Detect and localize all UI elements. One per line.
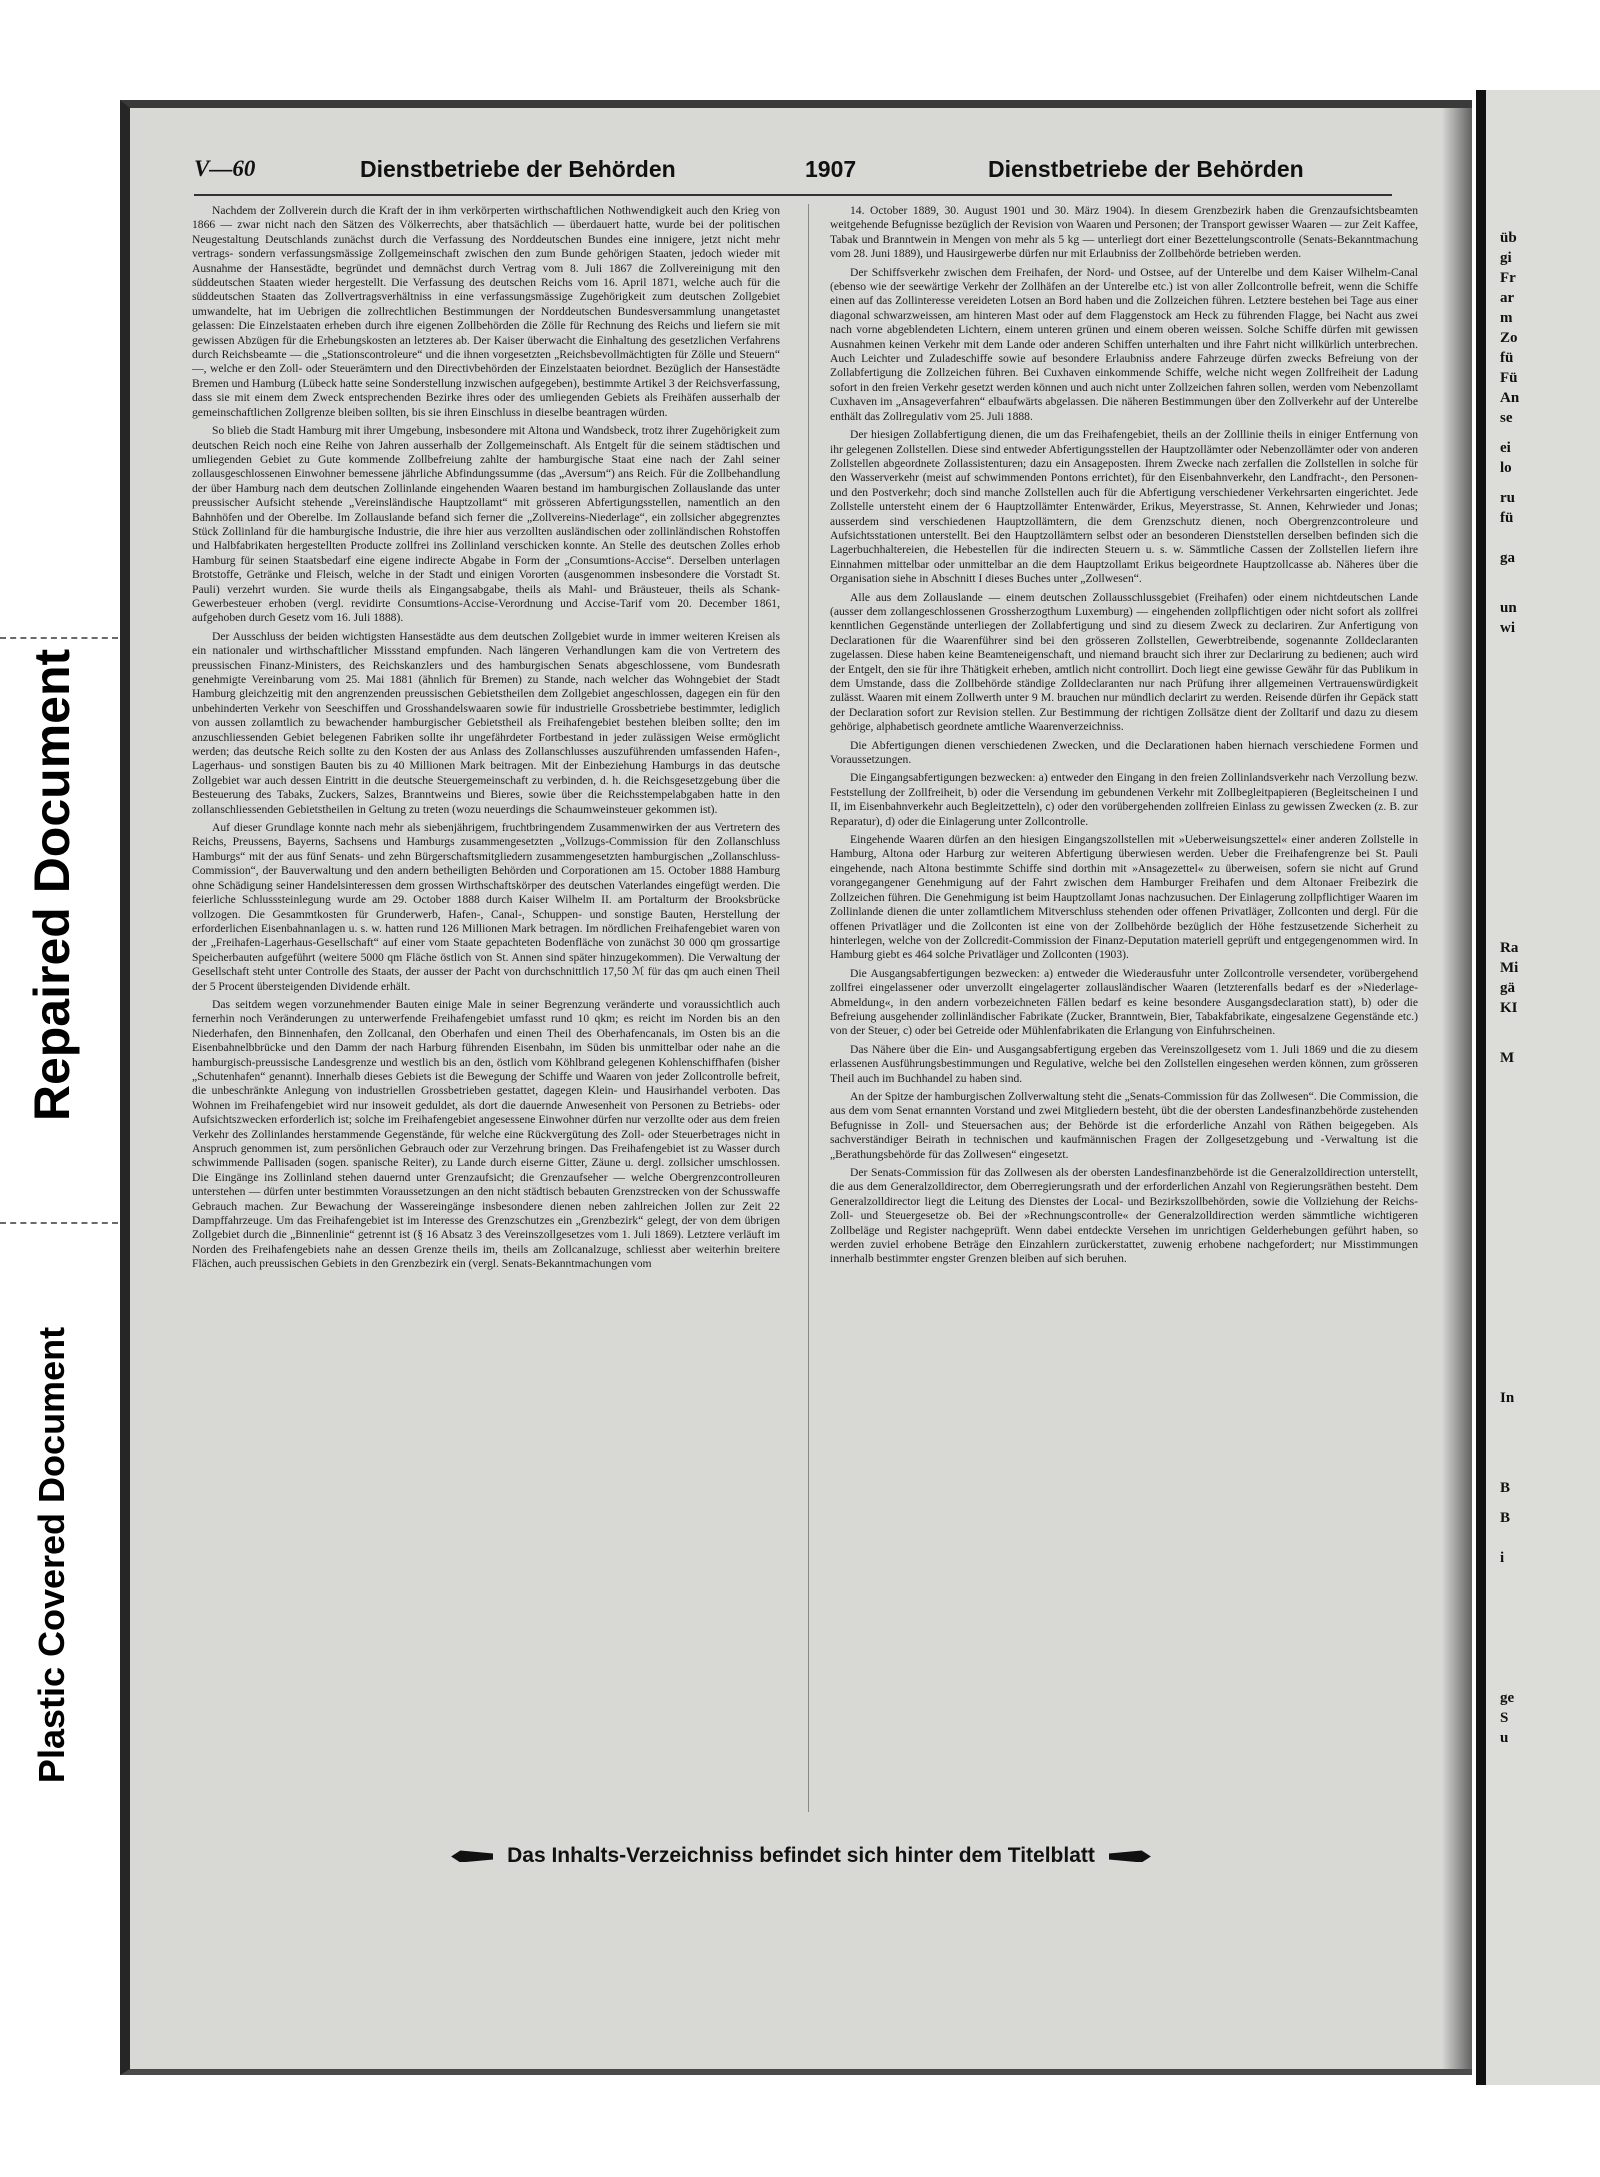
text-column-right <box>830 204 1418 1814</box>
adjacent-page-text: In <box>1500 1390 1515 1406</box>
adjacent-page-text: fü <box>1500 510 1514 526</box>
paragraph: Der Senats-Commission für das Zollwesen als der obersten Landesfinanzbehörde ist die Generalzolldirection unterstellt, die aus dem Generalzolldirector, dem Oberregierungsrath und der erforderlichen Anzahl von Regierungsräthen besteht. Dem Generalzolldirector liegt die Leitung des Dienstes der Local- und Bezirkszollbehörden, sowie die Vollziehung der Reichs-Zoll- und Steuergesetze ob. Bei der »Rechnungscontrolle« der Generalzolldirection werden sämmtliche wichtigeren Zollbeläge und Register nachgeprüft. Wenn dabei entdeckte Versehen im unrichtigen Gelderhebungen geführt haben, so werden zuviel erhobene Beträge den Einzahlern zurückerstattet, zuwenig erhobene nachgefordert; nur Misstimmungen innerhalb bestimmter engster Grenzen bleiben auf sich beruhen. <box>830 1166 1418 1266</box>
plastic-covered-document-label: Plastic Covered Document <box>31 1326 72 1784</box>
header-rule <box>194 194 1392 196</box>
adjacent-page-text: un <box>1500 600 1517 616</box>
adjacent-page-text: u <box>1500 1730 1509 1746</box>
footer-notice <box>130 1844 1472 1868</box>
adjacent-page-text: Fü <box>1500 370 1518 386</box>
header-title-right: Dienstbetriebe der Behörden <box>988 156 1304 182</box>
paragraph: Alle aus dem Zollauslande — einem deutschen Zollausschlussgebiet (Freihafen) oder einem nichtdeutschen Lande (ausser dem zollangeschlossenen Grossherzogthum Luxemburg) — eingehenden zollpflichtigen oder nicht sofort als zollfrei kenntlichen Gegenstände unterliegen der Zollabfertigung und sind zu diesem Zweck zu declariren. Zur Anfertigung von Declarationen für die Waarenführer sind bei den grösseren Zollstellen, Gewerbtreibende, sogenannte Zolldeclaranten zugelassen. Diese haben keine Beamteneigenschaft, und niemand braucht sich ihrer zur Declarirung zu bedienen; auch wird der Entgelt, den sie für ihre Thätigkeit erheben, amtlich nicht controllirt. Doch liegt eine gewisse Gewähr für das Publikum in dem Umstande, dass die Zollbehörde ständige Zolldeclaranten nur nach Prüfung ihrer allgemeinen Vertrauenswürdigkeit zulässt. Waaren mit einem Zollwerth unter 9 M. brauchen nur mündlich declarirt zu werden. Reisende dürfen ihr Gepäck statt der Declaration sofort zur Revision stellen. Zur Bestimmung der richtigen Zollsätze dient der Zolltarif und dazu zu diesem gehörige, alphabetisch geordnete amtliche Waarenverzeichniss. <box>830 590 1418 734</box>
paragraph: Die Abfertigungen dienen verschiedenen Zwecken, und die Declarationen haben hiernach verschiedene Formen und Voraussetzungen. <box>830 738 1418 767</box>
paragraph: Der Ausschluss der beiden wichtigsten Hansestädte aus dem deutschen Zollgebiet wurde in immer weiteren Kreisen als ein nationaler und wirthschaftlicher Missstand empfunden. Nach längeren Verhandlungen kam die von Vertretern des preussischen Finanz-Ministers, des Reichskanzlers und des hamburgischen Senats abgeschlossene, vom Bundesrath genehmigte Vereinbarung vom 25. Mai 1881 (ähnlich für Bremen) zu Stande, nach welcher das Wohngebiet der Stadt Hamburg gleichzeitig mit den angrenzenden preussischen Gebietstheilen dem Zollgebiet angeschlossen, dagegen ein für den unbehinderten Verkehr von Seeschiffen und Grosshandelswaaren sowie für industrielle Grossbetriebe bestimmter, lediglich von aussen zollamtlich zu bewachender hamburgischer Gebietstheil als Freihafengebiet bestehen bleiben sollte; den im anzuschliessenden Gebiet belegenen Fabriken sollte ihr ungefährdeter Fortbestand in jeder zulässigen Weise ermöglicht werden; das deutsche Reich sollte zu den Kosten der aus Anlass des Zollanschlusses auszuführenden umfassenden Hafen-, Lagerhaus- und sonstigen Bauten bis zu 40 Millionen Mark beitragen. Mit der Einbeziehung Hamburgs in das deutsche Zollgebiet war auch dessen Eintritt in die deutsche Steuergemeinschaft zu verbinden, d. h. die Reichsgesetzgebung über die Besteuerung des Tabaks, Zuckers, Salzes, Branntweins und Bieres, sowie über die Reichsstempelabgaben hatte in den zollanschliessenden Gebietstheilen in Geltung zu treten (wozu neuerdings die Schaumweinsteuer gekommen ist). <box>192 629 780 816</box>
text-column-left <box>192 204 780 1814</box>
paragraph: Die Eingangsabfertigungen bezwecken: a) entweder den Eingang in den freien Zollinlandsverkehr nach Verzollung bezw. Feststellung der Zollfreiheit, b) oder die Versendung im gebundenen Verkehr mit Zollbegleitpapieren (Begleitscheinen I und II, im Eisenbahnverkehr auch Begleitzetteln), c) oder den vorübergehenden zollfreien Einlass zu gewissen Zwecken (z. B. zur Reparatur), d) oder die Einlagerung unter Zollcontrolle. <box>830 771 1418 828</box>
footer-text: Das Inhalts-Verzeichniss befindet sich hinter dem Titelblatt <box>507 1844 1095 1867</box>
adjacent-page-text: An <box>1500 390 1520 406</box>
side-labels <box>0 0 105 2177</box>
scanned-page <box>120 100 1472 2075</box>
spine-shadow <box>1442 108 1472 2069</box>
adjacent-page-text: lo <box>1500 460 1512 476</box>
page-header <box>130 156 1472 196</box>
adjacent-page-text: ru <box>1500 490 1515 506</box>
paragraph: So blieb die Stadt Hamburg mit ihrer Umgebung, insbesondere mit Altona und Wandsbeck, trotz ihrer Zugehörigkeit zum deutschen Reich noch eine Reihe von Jahren ausserhalb der Zollgemeinschaft. Als Entgelt für die seinem städtischen und umliegenden Gebiet zu Gute kommende Zollbefreiung zahlte der hamburgische Staat eine nach der Zahl seiner zollausgeschlossenen Einwohner bemessene jährliche Abfindungssumme (das „Aversum“) ans Reich. Für die Zollbehandlung der über Hamburg nach dem deutschen Zollinlande eingehenden Waaren bestand im hamburgischen Zollauslande das unter preussischer Aufsicht stehende „Vereinsländische Hauptzollamt“ mit grösseren Abfertigungsstellen, namentlich an den Bahnhöfen und der Oberelbe. Im Zollauslande befand sich ferner die „Zollvereins-Niederlage“, ein zollsicher abgegrenztes Stück Zollinland für die hamburgische Industrie, die ihre hier aus verzollten ausländischen oder zollinländischen Rohstoffen und Halbfabrikaten hergestellten Producte zollfrei ins Zollinland verschicken konnte. An Stelle des deutschen Zolles erhob Hamburg für seinen Staatsbedarf eine eigene indirecte Abgabe in Form der „Consumtions-Accise“. Derselben unterlagen Brotstoffe, Getränke und Fleisch, welche in der Stadt und einigen Vororten (ausgenommen insbesondere die Vorstadt St. Pauli) verzehrt wurden. Sie wurde theils als Eingangsabgabe, theils als Mahl- und Bräusteuer, theils als Schank-Gewerbesteuer erhoben (vergl. revidirte Consumtions-Accise-Verordnung und Accise-Tarif vom 20. December 1861, aufgehoben durch Gesetz vom 16. Juli 1888). <box>192 424 780 625</box>
paragraph: Eingehende Waaren dürfen an den hiesigen Eingangszollstellen mit »Ueberweisungszettel« einer anderen Zollstelle in Hamburg, Altona oder Harburg zur weiteren Abfertigung überwiesen werden. Ueber die Freihafengrenze bei St. Pauli eingehende, nach Altona bestimmte Schiffe sind dorthin mit »Ansagezettel« zu überweisen, sofern sie nicht auf Grund vorangegangener Genehmigung auf der Fahrt zwischen dem Hamburger Freihafen und dem Altonaer Freibezirk die Zollzeichen führen. Die Genehmigung ist beim Hauptzollamt Jonas nachzusuchen. Der Einlagerung zollpflichtiger Waaren im Zollinlande dienen die unter zollamtlichem Mitverschluss stehenden oder offenen Privatläger, Zollconten und dergl. Für die offenen Privatläger und die Zollconten ist eine von der Zollbehörde bezüglich der Höhe festzusetzende Sicherheit zu hinterlegen, welche von der Zollcredit-Commission der Finanz-Deputation materiell geprüft und entgegengenommen wird. In Hamburg giebt es 464 solche Privatläger und Zollconten (1903). <box>830 833 1418 962</box>
adjacent-page-text: i <box>1500 1550 1505 1566</box>
column-rule <box>808 204 809 1812</box>
paragraph: Nachdem der Zollverein durch die Kraft der in ihm verkörperten wirthschaftlichen Nothwendigkeit auch den Krieg von 1866 — zwar nicht nach den Sätzen des Völkerrechts, aber thatsächlich — überdauert hatte, wurde bei der politischen Neugestaltung Deutschlands zunächst durch die Verfassung des Norddeutschen Bundes eine innigere, jetzt nicht mehr vertrags- sondern verfassungsmässige Zollgemeinschaft zwischen den zum Bunde gehörigen Staaten, jedoch wieder mit Ausnahme der Hansestädte, begründet und demnächst durch Vertrag vom 8. Juli 1867 die Zollvereinigung mit den süddeutschen Staaten wieder hergestellt. Die Verfassung des deutschen Reichs vom 16. April 1871, welche auch für die süddeutschen Staaten das Zollvertragsverhältniss in eine verfassungsmässige Zugehörigkeit zum deutschen Zollgebiet umwandelte, hat im Uebrigen die zollrechtlichen Bestimmungen der Norddeutschen Bundesversammlung unangetastet gelassen: Die Einzelstaaten erheben durch ihre eigenen Zollbehörden die Zölle für Rechnung des Reichs und liefern sie mit gewissen Abzügen für die Erhebungskosten an letzteres ab. Der Kaiser überwacht die Einhaltung des gesetzlichen Verfahrens durch Reichsbeamte — die „Stationscontroleure“ und die ihnen vorgesetzten „Reichsbevollmächtigten für Zölle und Steuern“ —, welche er den Zoll- oder Steuerämtern und den Directivbehörden der Einzelstaaten beiordnet. Bezüglich der Hansestädte Bremen und Hamburg (Lübeck hatte seine Sonderstellung inzwischen aufgegeben), bestimmte Artikel 3 der Reichsverfassung, dass sie mit einem dem Zweck entsprechenden Bezirke ihres oder des umliegenden Gebiets als Freihäfen ausserhalb der gemeinschaftlichen Zollgrenze bleiben sollten, bis sie ihren Einschluss in dieselbe beantragen würden. <box>192 204 780 419</box>
section-divider-top <box>0 637 118 639</box>
header-year: 1907 <box>805 156 857 182</box>
adjacent-page-edge <box>1476 90 1600 2085</box>
adjacent-page-text: M <box>1500 1050 1515 1066</box>
paragraph: Das Nähere über die Ein- und Ausgangsabfertigung ergeben das Vereinszollgesetz vom 1. Juli 1869 und die zu diesem erlassenen Ausführungsbestimmungen und Regulative, welche bei den Zollstellen eingesehen werden können, zum grösseren Theil auch im Buchhandel zu haben sind. <box>830 1042 1418 1085</box>
adjacent-page-text: S <box>1500 1710 1509 1726</box>
paragraph: An der Spitze der hamburgischen Zollverwaltung steht die „Senats-Commission für das Zollwesen“. Die Commission, die aus dem vom Senat ernannten Vorstand und zwei Mitgliedern besteht, übt die der obersten Landesfinanzbehörde zustehenden Befugnisse in Zoll- und Steuersachen aus; der Behörde ist die erforderliche Anzahl von Räthen beigegeben. Als sachverständiger Beirath in technischen und kaufmännischen Fragen der Zollgesetzgebung und -Verwaltung ist die „Berathungsbehörde für das Zollwesen“ eingesetzt. <box>830 1089 1418 1161</box>
paragraph: Die Ausgangsabfertigungen bezwecken: a) entweder die Wiederausfuhr unter Zollcontrolle versendeter, vorübergehend zollfrei eingelassener oder unverzollt eingelagerter zollausländischer Waaren (letzterenfalls bedarf es der »Niederlage-Abmeldung«, in den andern vorbezeichneten Fällen bedarf es keine besondere Ausgangsdeclaration statt), b) oder die Befreiung ausgehender zollinländischer Fabrikate (Zucker, Branntwein, Bier, Tabakfabrikate, eingesalzene Gegenstände etc.) von der Steuer, c) oder bei Getreide oder Mühlenfabrikaten die Erlangung von Einfuhrscheinen. <box>830 966 1418 1038</box>
adjacent-page-text: Fr <box>1500 270 1516 286</box>
section-code: V—60 <box>194 156 256 181</box>
header-title-left: Dienstbetriebe der Behörden <box>360 156 676 182</box>
adjacent-page-text: Ra <box>1500 940 1519 956</box>
adjacent-page-text: fü <box>1500 350 1514 366</box>
paragraph: Der Schiffsverkehr zwischen dem Freihafen, der Nord- und Ostsee, auf der Unterelbe und dem Kaiser Wilhelm-Canal (ebenso wie der seewärtige Verkehr der Zollhäfen an der Unterelbe etc.) ist von aller Zollcontrolle befreit, wenn die Schiffe einen auf das Zollinteresse vereideten Lotsen an Bord haben und die Zollzeichen führen. Letztere bestehen bei Tage aus einer diagonal schwarzweissen, am hinteren Mast oder auf dem Flaggenstock am Heck zu führenden Flagge, bei Nacht aus zwei nach vorne abgeblendeten Lichtern, einem unteren grünen und einem oberen weissen. Solche Schiffe dürfen mit gewissen Ausnahmen keinen Verkehr mit dem Lande oder anderen Schiffen unterhalten und ihre Fahrt nicht willkürlich unterbrechen. Auch Leichter und Zuladeschiffe sowie auf besondere Erlaubniss andere Fahrzeuge dürfen zwecks Befreiung von der Zollabfertigung die Zollzeichen führen. Bei Cuxhaven einkommende Schiffe, welche nicht wegen Zollfreiheit der Ladung sofort in den freien Verkehr gesetzt werden können und auch nicht unter Zollzeichen fahren sollen, werden vom Nebenzollamt Cuxhaven im „Ansageverfahren“ elbaufwärts abgelassen. Die näheren Bestimmungen über den Zollverkehr auf der Unterelbe enthält das Zollregulativ vom 25. Juli 1888. <box>830 265 1418 423</box>
pointing-hand-icon <box>451 1850 493 1862</box>
section-divider-bottom <box>0 1222 118 1224</box>
adjacent-page-text: B <box>1500 1480 1511 1496</box>
paragraph: 14. October 1889, 30. August 1901 und 30. März 1904). In diesem Grenzbezirk haben die Grenzaufsichtsbeamten weitgehende Befugnisse bezüglich der Revision von Waaren und Personen; der Transport gewisser Waaren — zur Zeit Kaffee, Tabak und Branntwein in Mengen von mehr als 5 kg — unterliegt dort einer Bezettelungscontrolle (Senats-Bekanntmachung vom 28. Juni 1889), und Hausirgewerbe dürfen nur mit Erlaubniss der Zollbehörde betrieben werden. <box>830 204 1418 261</box>
repaired-document-label: Repaired Document <box>24 648 80 1122</box>
adjacent-page-text: ge <box>1500 1690 1515 1706</box>
paragraph: Auf dieser Grundlage konnte nach mehr als siebenjährigem, fruchtbringendem Zusammenwirken der aus Vertretern des Reichs, Preussens, Bayerns, Sachsens und Hamburgs zusammengesetzten „Vollzugs-Commission für den Zollanschluss Hamburgs“ mit der aus fünf Senats- und zehn Bürgerschaftsmitgliedern zusammengesetzten hamburgischen „Zollanschluss-Commission“, der Bauverwaltung und den andern betheiligten Behörden und Corporationen am 15. October 1888 Hamburg ohne Schädigung seiner Handelsinteressen dem grossen Wirthschaftskörper des deutschen Vaterlandes eingefügt werden. Die feierliche Schlusssteinlegung wurde am 29. October 1888 durch Kaiser Wilhelm II. am Portalturm der Brooksbrücke vollzogen. Die Gesammtkosten für Grunderwerb, Hafen-, Canal-, Schuppen- und sonstige Bauten, Herstellung der erforderlichen Eisenbahnanlagen u. s. w. hatten rund 126 Millionen Mark betragen. Im nördlichen Freihafengebiet waren von der „Freihafen-Lagerhaus-Gesellschaft“ auf einer vom Staate gepachteten Bodenfläche von zunächst 30 000 qm grossartige Speicherbauten aufgeführt (weitere 5000 qm Fläche östlich von St. Annen sind später hinzugekommen). Die Verwaltung der Gesellschaft steht unter Controlle des Staats, der ausser der Pacht von durchschnittlich 17,50 ℳ für das qm auch einen Theil der 5 Procent übersteigenden Dividende erhält. <box>192 821 780 993</box>
adjacent-page-text: se <box>1500 410 1513 426</box>
adjacent-page-text: Mi <box>1500 960 1519 976</box>
paragraph: Der hiesigen Zollabfertigung dienen, die um das Freihafengebiet, theils an der Zolllinie theils in einiger Entfernung von ihr gelegenen Zollstellen. Diese sind entweder Abfertigungsstellen der Hauptzollämter oder Nebenzollämter oder von anderen Zollstellen abgeordnete Zollassistenturen; dazu ein Ansageposten. Ihrem Zwecke nach zerfallen die Zollstellen in solche für den Wasserverkehr (meist auf schwimmenden Pontons errichtet), für den Eisenbahnverkehr, den Landfracht-, den Personen- und den Postverkehr; doch sind manche Zollstellen auch für die Abfertigung verschiedener Verkehrsarten eingerichtet. Jede Zollstelle untersteht einem der 6 Hauptzollämter Entenwärder, Erikus, Meyerstrasse, St. Annen, Kehrwieder und Jonas; ausserdem sind verschiedenen Hauptzollämtern, die dem Grenzschutz dienen, noch Obergrenzcontroleure und Aufsichtsstationen unterstellt. Bei den Hauptzollämtern selbst oder an besonderen Dienststellen derselben befinden sich die Lagerbuchhaltereien, die Hebestellen für die indirecten Steuern u. s. w. Sämmtliche Cassen der Zollstellen liefern ihre Einnahmen mittelbar oder unmittelbar an die dem Hauptzollamt Erikus beigeordnete Hauptzollcasse ab. Näheres über die Organisation siehe in Abschnitt I dieses Buches unter „Zollwesen“. <box>830 428 1418 586</box>
adjacent-page-text: wi <box>1500 620 1515 636</box>
adjacent-page-text: ar <box>1500 290 1515 306</box>
adjacent-page-text: B <box>1500 1510 1511 1526</box>
paragraph: Das seitdem wegen vorzunehmender Bauten einige Male in seiner Begrenzung veränderte und voraussichtlich auch fernerhin noch Veränderungen zu unterwerfende Freihafengebiet umfasst rund 10 qkm; es reicht im Norden bis an den Niederhafen, den Binnenhafen, den Zollcanal, den Oberhafen und einen Theil des Oberhafencanals, im Osten bis an die Eisenbahnelbbrücke und den Damm der nach Harburg führenden Eisenbahn, im Süden bis unmittelbar oder nahe an die hamburgisch-preussische Landesgrenze und westlich bis an den, östlich vom Köhlbrand gelegenen Kohlenschiffhafen (bisher „Schutenhafen“ genannt). Innerhalb dieses Gebiets ist die Bewegung der Schiffe und Waaren von jeder Zollcontrolle befreit, die unbeschränkte Anlegung von industriellen Grossbetrieben gestattet, dagegen Klein- und Hausirhandel verboten. Das Wohnen im Freihafengebiet wird nur insoweit geduldet, als dort die dauernde Anwesenheit von Personen zu Betriebs- oder Aufsichtszwecken erforderlich ist; solche im Freihafengebiet angesessene Einwohner dürfen nur verzollte oder aus dem freien Verkehr des Zollinlandes herstammende Gegenstände, für welche eine Rückvergütung des Zoll- oder Steuerbetrages nicht in Anspruch genommen ist, zum persönlichen Gebrauch oder zur Verzehrung bringen. Das Freihafengebiet ist zu Wasser durch schwimmende Pallisaden (sogen. spanische Reiter), zu Lande durch eiserne Gitter, Zäune u. dergl. zollsicher umschlossen. Die Eingänge ins Zollinland stehen dauernd unter Grenzaufsicht; die Grenzaufseher — welche Obergrenzcontrolleuren unterstehen — dürfen unter bestimmten Voraussetzungen an den nicht städtisch bebauten Grenzstrecken von der Schusswaffe Gebrauch machen. Zur Bewachung der Wassereingänge insbesondere dienen neben zahlreichen Jollen zur Zeit 22 Dampffahrzeuge. Um das Freihafengebiet ist im Interesse des Grenzschutzes ein „Grenzbezirk“ gelegt, der von dem übrigen Zollgebiet durch die „Binnenlinie“ getrennt ist (§ 16 Absatz 3 des Vereinszollgesetzes vom 1. Juli 1869). Letztere verläuft im Norden des Freihafengebiets nahe an dessen Grenze theils im, theils am Zollcanalzuge, schliesst aber weiterhin breitere Flächen, auch preussischen Gebiets in den Grenzbezirk ein (vergl. Senats-Bekanntmachungen vom <box>192 997 780 1271</box>
adjacent-page-text: m <box>1500 310 1513 326</box>
adjacent-page-text: üb <box>1500 230 1517 246</box>
adjacent-page-text: KI <box>1500 1000 1518 1016</box>
adjacent-page-text: ei <box>1500 440 1511 456</box>
adjacent-page-text: gi <box>1500 250 1512 266</box>
adjacent-page-text: Zo <box>1500 330 1518 346</box>
adjacent-page-text: gä <box>1500 980 1515 996</box>
pointing-hand-icon <box>1109 1850 1151 1862</box>
adjacent-page-text: ga <box>1500 550 1515 566</box>
